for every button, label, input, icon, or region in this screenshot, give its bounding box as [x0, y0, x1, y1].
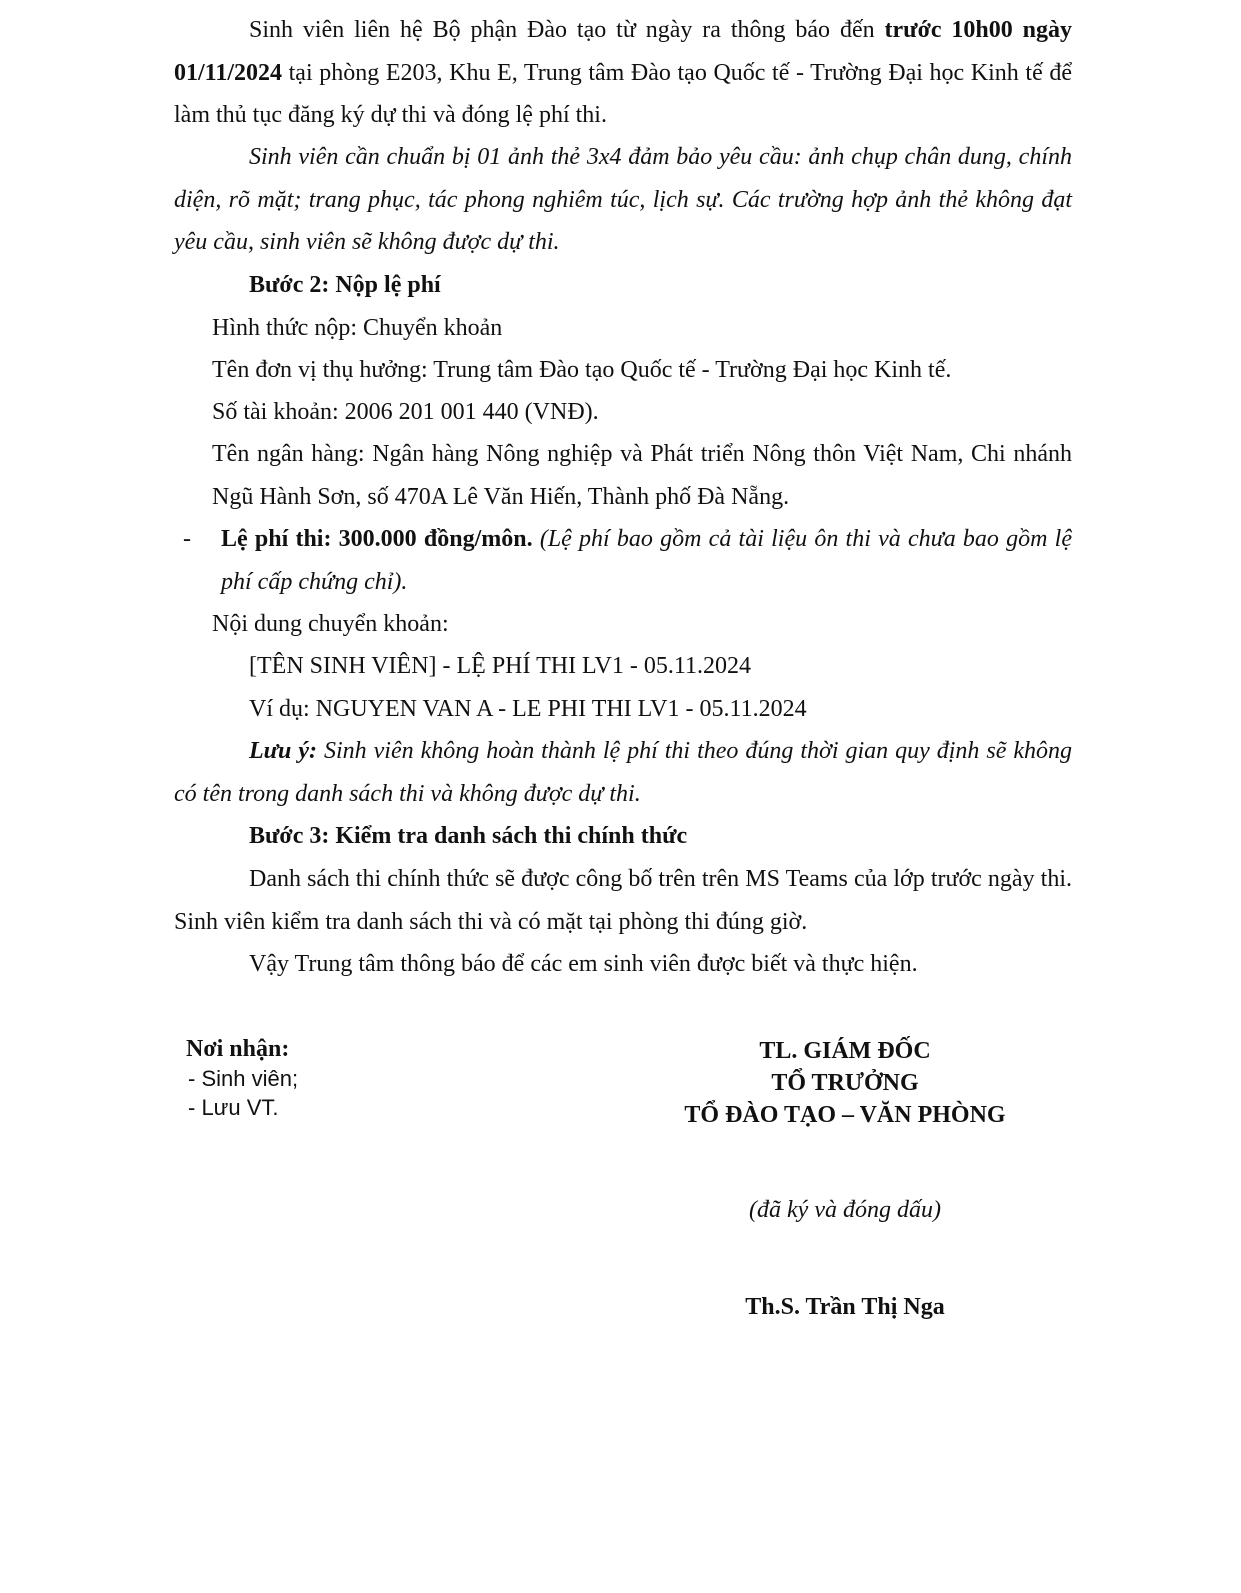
photo-requirement-note: Sinh viên cần chuẩn bị 01 ảnh thẻ 3x4 đảm bảo yêu cầu: ảnh chụp chân dung, chính diện, rõ mặt; trang phục, tác phong nghiêm túc, lịch sự. Các trường hợp ảnh thẻ không đạt yêu cầu, sinh viên sẽ không được dự thi. — [174, 144, 1072, 255]
registration-text: Sinh viên liên hệ Bộ phận Đào tạo từ ngày ra thông báo đến — [249, 17, 885, 43]
recipient-item: - Lưu VT. — [188, 1095, 279, 1120]
signature-authority: TL. GIÁM ĐỐC — [759, 1038, 931, 1064]
payment-method: Hình thức nộp: Chuyển khoản — [212, 315, 503, 341]
registration-deadline: trước 10h00 ngày 01/11/2024 — [174, 17, 1073, 86]
signature-position: TỔ TRƯỞNG — [771, 1070, 919, 1096]
recipients-label: Nơi nhận: — [186, 1036, 290, 1062]
recipients-block — [186, 1035, 506, 1122]
exam-fee-amount: Lệ phí thi: 300.000 đồng/môn. — [221, 526, 533, 552]
signature-block — [640, 1035, 1050, 1131]
payment-warning — [174, 730, 1072, 815]
transfer-content-template: [TÊN SINH VIÊN] - LỆ PHÍ THI LV1 - 05.11.2024 — [249, 653, 751, 679]
transfer-content-label: Nội dung chuyển khoản: — [212, 611, 449, 637]
bank-name: Tên ngân hàng: Ngân hàng Nông nghiệp và Phát triển Nông thôn Việt Nam, Chi nhánh Ngũ Hành Sơn, số 470A Lê Văn Hiến, Thành phố Đà Nẵng. — [212, 441, 1072, 510]
exam-fee-note: (Lệ phí bao gồm cả tài liệu ôn thi và chưa bao gồm lệ phí cấp chứng chỉ). — [221, 526, 1072, 595]
recipient-item: - Sinh viên; — [188, 1066, 299, 1091]
payment-warning-label: Lưu ý: — [249, 738, 318, 764]
step3-heading: Bước 3: Kiểm tra danh sách thi chính thức — [249, 823, 688, 849]
beneficiary-name: Tên đơn vị thụ hưởng: Trung tâm Đào tạo Quốc tế - Trường Đại học Kinh tế. — [212, 357, 952, 383]
exam-fee — [221, 518, 1072, 603]
registration-paragraph — [174, 9, 1072, 137]
transfer-content-example: Ví dụ: NGUYEN VAN A - LE PHI THI LV1 - 05.11.2024 — [249, 696, 807, 722]
payment-warning-text: Sinh viên không hoàn thành lệ phí thi theo đúng thời gian quy định sẽ không có tên trong danh sách thi và không được dự thi. — [174, 738, 1073, 807]
step3-body: Danh sách thi chính thức sẽ được công bố trên trên MS Teams của lớp trước ngày thi. Sinh viên kiểm tra danh sách thi và có mặt tại phòng thi đúng giờ. — [174, 866, 1072, 935]
signature-status: (đã ký và đóng dấu) — [749, 1197, 941, 1223]
signature-department: TỔ ĐÀO TẠO – VĂN PHÒNG — [684, 1102, 1006, 1128]
account-number: Số tài khoản: 2006 201 001 440 (VNĐ). — [212, 399, 599, 425]
fee-bullet-dash: - — [183, 526, 191, 552]
closing-statement: Vậy Trung tâm thông báo để các em sinh viên được biết và thực hiện. — [249, 951, 918, 977]
registration-location: tại phòng E203, Khu E, Trung tâm Đào tạo Quốc tế - Trường Đại học Kinh tế để làm thủ tục đăng ký dự thi và đóng lệ phí thi. — [174, 59, 1072, 128]
step2-heading: Bước 2: Nộp lệ phí — [249, 272, 441, 298]
signatory-name: Th.S. Trần Thị Nga — [745, 1294, 945, 1320]
